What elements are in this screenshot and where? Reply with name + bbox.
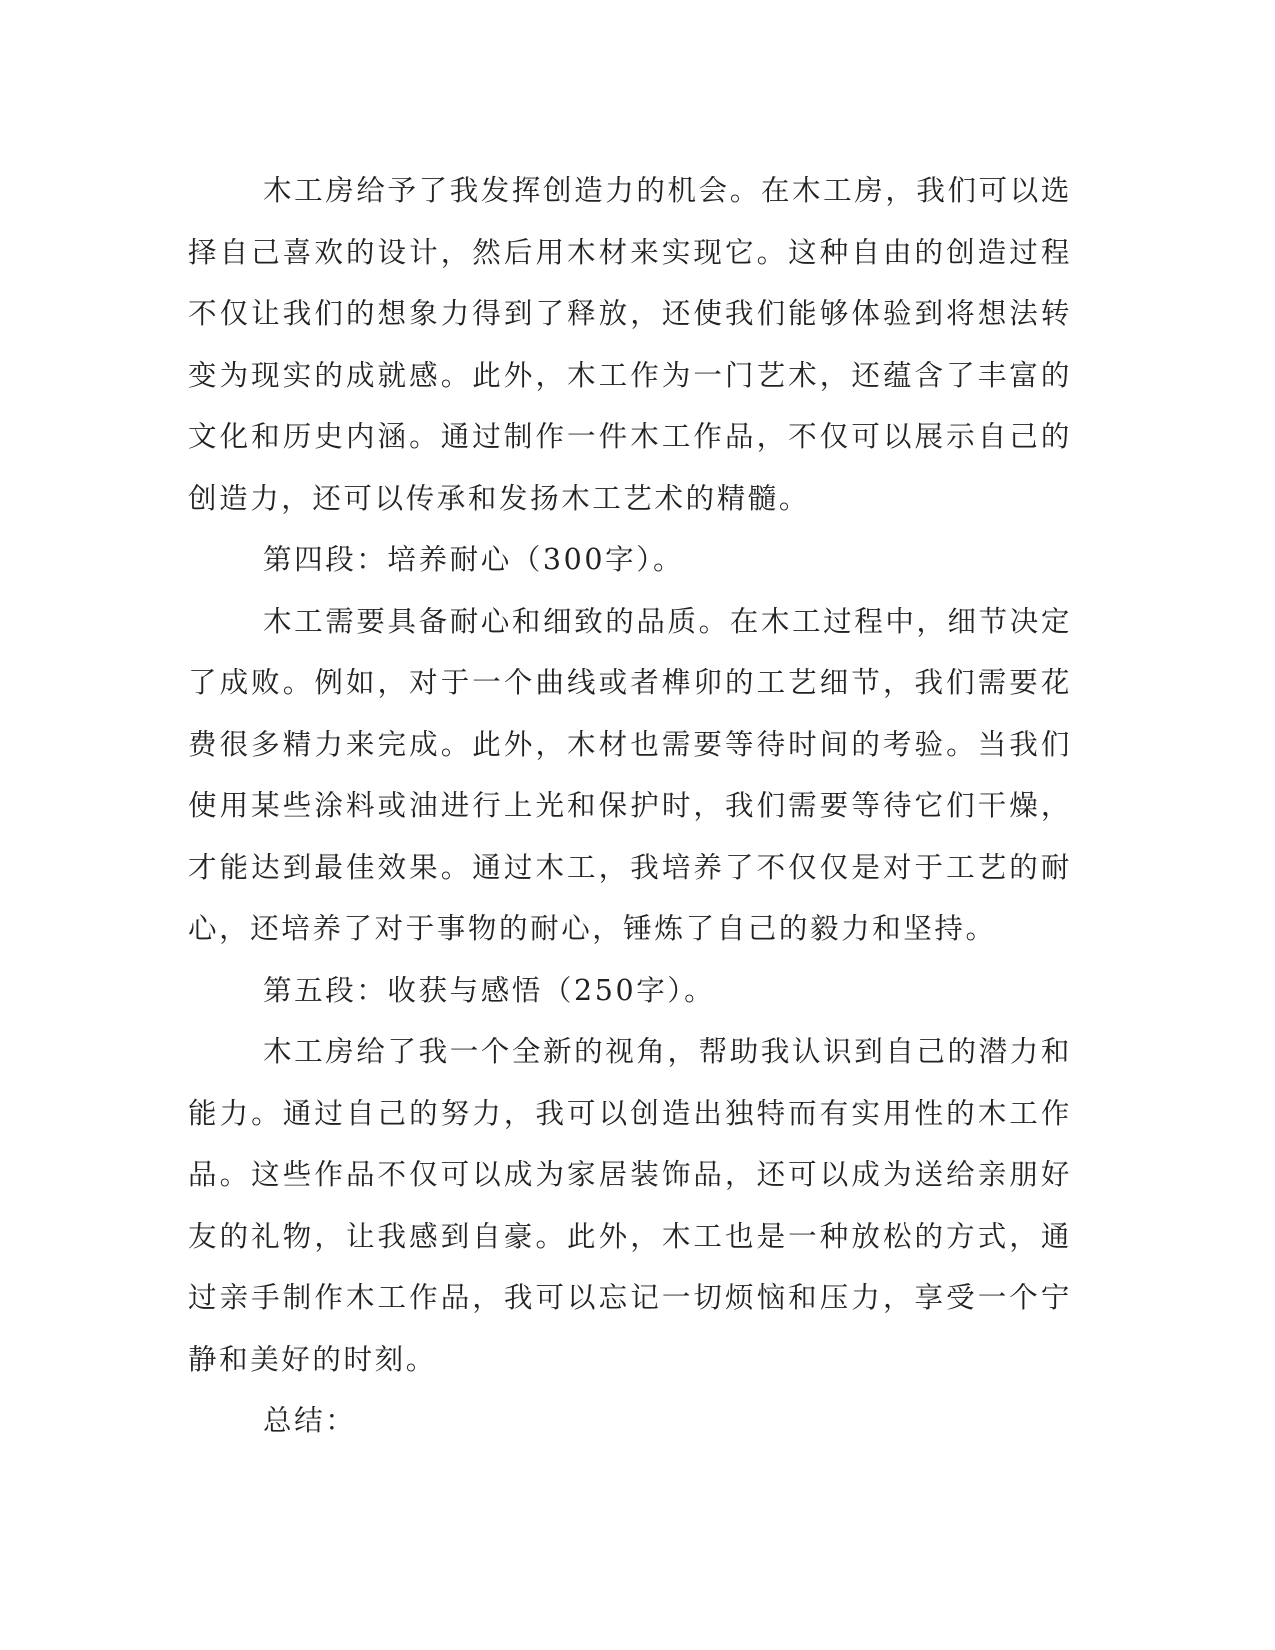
paragraph-creativity: 木工房给予了我发挥创造力的机会。在木工房，我们可以选择自己喜欢的设计，然后用木材来实现它。这种自由的创造过程不仅让我们的想象力得到了释放，还使我们能够体验到将想法转变为现实的成就感。此外，木工作为一门艺术，还蕴含了丰富的文化和历史内涵。通过制作一件木工作品，不仅可以展示自己的创造力，还可以传承和发扬木工艺术的精髓。 <box>188 174 1072 515</box>
section-heading-patience: 第四段：培养耐心（300字）。 <box>263 543 685 576</box>
summary-heading: 总结： <box>263 1404 357 1437</box>
paragraph-patience: 木工需要具备耐心和细致的品质。在木工过程中，细节决定了成败。例如，对于一个曲线或者榫卯的工艺细节，我们需要花费很多精力来完成。此外，木材也需要等待时间的考验。当我们使用某些涂料或油进行上光和保护时，我们需要等待它们干燥，才能达到最佳效果。通过木工，我培养了不仅仅是对于工艺的耐心，还培养了对于事物的耐心，锤炼了自己的毅力和坚持。 <box>188 604 1072 945</box>
section-heading-gains: 第五段：收获与感悟（250字）。 <box>263 973 716 1007</box>
document-body <box>188 160 1072 1452</box>
paragraph-gains: 木工房给了我一个全新的视角，帮助我认识到自己的潜力和能力。通过自己的努力，我可以创造出独特而有实用性的木工作品。这些作品不仅可以成为家居装饰品，还可以成为送给亲朋好友的礼物，让我感到自豪。此外，木工也是一种放松的方式，通过亲手制作木工作品，我可以忘记一切烦恼和压力，享受一个宁静和美好的时刻。 <box>188 1035 1072 1376</box>
